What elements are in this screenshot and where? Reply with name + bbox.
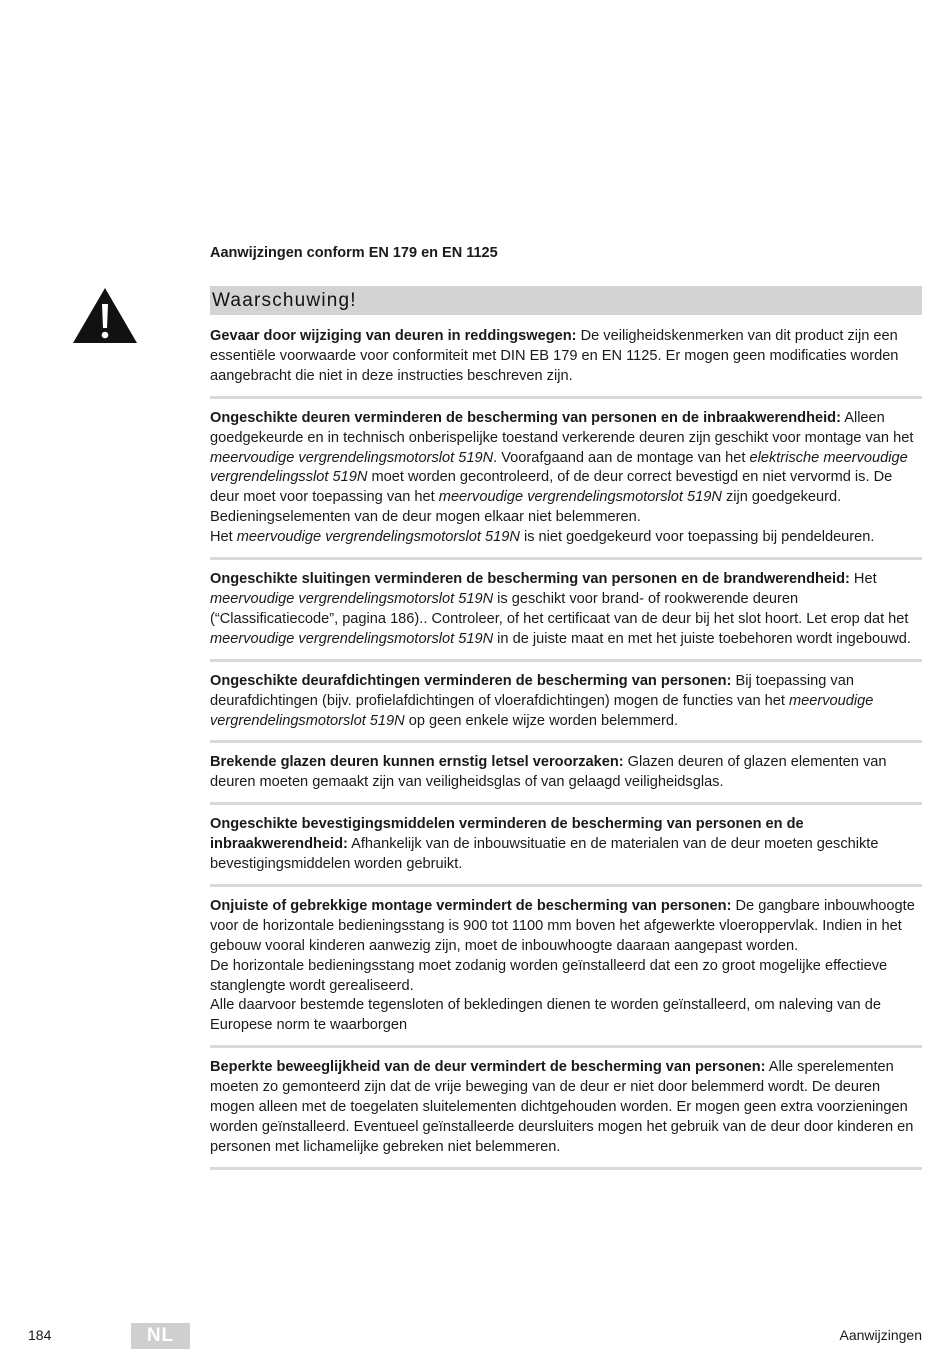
warning-title: Waarschuwing! <box>212 290 357 311</box>
language-badge: NL <box>131 1323 190 1349</box>
section-title: Brekende glazen deuren kunnen ernstig letsel veroorzaken: <box>210 754 624 771</box>
warning-sections <box>210 327 922 1180</box>
section-title: Ongeschikte deurafdichtingen verminderen de bescherming van personen: <box>210 672 732 689</box>
section-text: Alleen goedgekeurde en in technisch onberispelijke toestand verkerende deuren zijn geschikt voor montage van het <box>210 409 914 446</box>
section-text: moet worden gecontroleerd, of de deur correct bevestigd en niet vervormd is. De deur moet voor toepassing van het <box>210 469 893 506</box>
section-paragraph <box>210 1058 922 1158</box>
section-paragraph <box>210 570 922 650</box>
section-title: Onjuiste of gebrekkige montage vermindert de bescherming van personen: <box>210 897 732 914</box>
warning-section <box>210 897 922 1048</box>
section-paragraph <box>210 672 922 732</box>
section-text: Alle sperelementen moeten zo gemonteerd zijn dat de vrije beweging van de deur er niet door belemmerd wordt. De deuren mogen alleen met de toegelaten sluitelementen dichtgehouden worden. Er mogen geen extra voorzieningen worden geïnstalleerd. Eventueel geïnstalleerde deursluiters mogen het gebruik van de deur door kinderen en personen met lichamelijke gebreken niet belemmeren. <box>210 1059 914 1155</box>
product-name: meervoudige vergrendelingsmotorslot 519N <box>210 630 494 647</box>
product-name: meervoudige vergrendelingsmotorslot 519N <box>236 529 520 546</box>
section-paragraph <box>210 897 922 1036</box>
section-text: De gangbare inbouwhoogte voor de horizontale bedieningsstang is 900 tot 1100 mm boven het afgewerkte vloeroppervlak. Indien in het gebouw vooral kinderen aanwezig zijn, moet de inbouwhoogte daaraan aangepast worden. <box>210 897 915 954</box>
warning-title-bar <box>210 286 922 315</box>
section-text: is niet goedgekeurd voor toepassing bij pendeldeuren. <box>519 529 875 546</box>
warning-section <box>210 327 922 399</box>
section-text: Glazen deuren of glazen elementen van deuren moeten gemaakt zijn van veiligheidsglas of van gelaagd veiligheidsglas. <box>210 754 887 791</box>
section-text: Het <box>849 571 877 588</box>
section-text: is geschikt voor brand- of rookwerende deuren (“Classificatiecode”, pagina 186).. Controleer, of het certificaat van de deur bij het slot hoort. Let erop dat het <box>210 590 909 627</box>
section-paragraph <box>210 815 922 875</box>
warning-section <box>210 570 922 662</box>
section-text: in de juiste maat en met het juiste toebehoren wordt ingebouwd. <box>493 630 911 647</box>
section-title: Ongeschikte sluitingen verminderen de bescherming van personen en de brandwerendheid: <box>210 571 850 588</box>
section-text: De veiligheidskenmerken van dit product zijn een essentiële voorwaarde voor conformiteit met DIN EB 179 en EN 1125. Er mogen geen modificaties worden aangebracht die niet in deze instructies beschreven zijn. <box>210 328 899 384</box>
section-text: De horizontale bedieningsstang moet zodanig worden geïnstalleerd dat een zo groot mogelijke effectieve stanglengte wordt gerealiseerd. <box>210 957 888 994</box>
section-text: Bij toepassing van deurafdichtingen (bijv. profielafdichtingen of vloerafdichtingen) mogen de functies van het <box>210 672 854 709</box>
section-text: . Voorafgaand aan de montage van het <box>493 449 750 466</box>
section-title: Gevaar door wijziging van deuren in reddingswegen: <box>210 328 577 344</box>
section-paragraph <box>210 327 922 387</box>
product-name: meervoudige vergrendelingsmotorslot 519N <box>210 590 494 607</box>
product-name: meervoudige vergrendelingsmotorslot 519N <box>438 489 722 506</box>
section-text: Het <box>210 529 237 546</box>
warning-triangle-icon <box>72 286 138 344</box>
page-number: 184 <box>28 1327 52 1343</box>
warning-section <box>210 409 922 560</box>
section-paragraph <box>210 753 922 793</box>
section-title: Ongeschikte deuren verminderen de bescherming van personen en de inbraakwerendheid: <box>210 409 841 426</box>
footer-section-label: Aanwijzingen <box>839 1327 922 1343</box>
warning-section <box>210 672 922 744</box>
warning-section <box>210 815 922 887</box>
warning-section <box>210 753 922 805</box>
product-name: elektrische meervoudige vergrendelingsslot 519N <box>210 449 908 486</box>
section-text: zijn goedgekeurd. Bedieningselementen van de deur mogen elkaar niet belemmeren. <box>210 489 842 526</box>
section-text: Afhankelijk van de inbouwsituatie en de materialen van de deur moeten geschikte bevestigingsmiddelen worden gebruikt. <box>210 836 879 873</box>
section-title: Beperkte beweeglijkheid van de deur vermindert de bescherming van personen: <box>210 1059 766 1076</box>
warning-section <box>210 1058 922 1170</box>
section-text: Alle daarvoor bestemde tegensloten of bekledingen dienen te worden geïnstalleerd, om naleving van de Europese norm te waarborgen <box>210 997 881 1034</box>
section-heading: Aanwijzingen conform EN 179 en EN 1125 <box>210 245 498 261</box>
section-text: op geen enkele wijze worden belemmerd. <box>404 712 679 729</box>
section-paragraph <box>210 409 922 548</box>
product-name: meervoudige vergrendelingsmotorslot 519N <box>210 449 494 466</box>
product-name: meervoudige vergrendelingsmotorslot 519N <box>210 692 874 729</box>
section-title: Ongeschikte bevestigingsmiddelen verminderen de bescherming van personen en de inbraakwerendheid: <box>210 816 804 853</box>
